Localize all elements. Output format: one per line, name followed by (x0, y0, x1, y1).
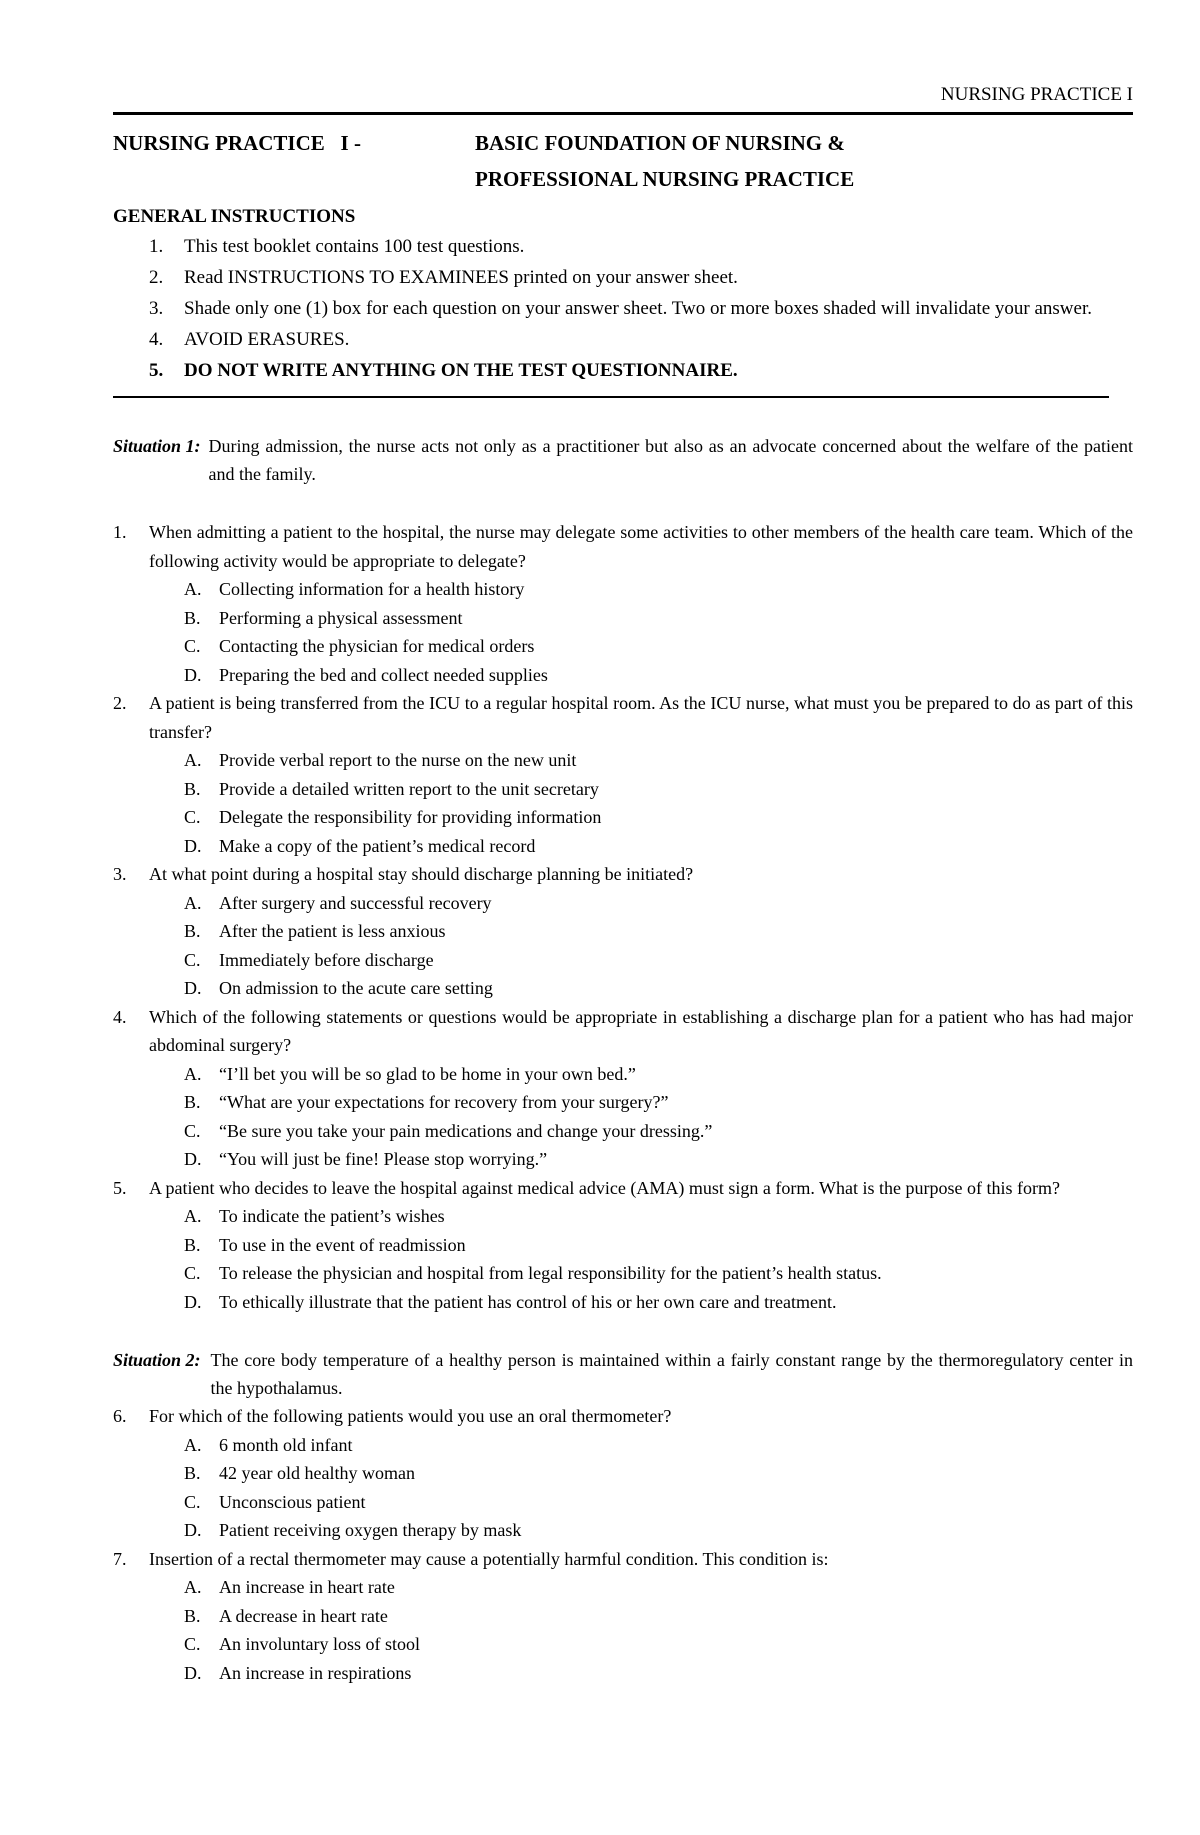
option-text: Immediately before discharge (219, 949, 434, 970)
answer-option (184, 1516, 1133, 1545)
option-letter: A. (184, 750, 202, 770)
answer-option (184, 575, 1133, 604)
option-text: Unconscious patient (219, 1491, 366, 1512)
document-page (113, 84, 1133, 1687)
option-letter: B. (184, 1092, 201, 1112)
option-letter: A. (184, 1577, 202, 1597)
option-letter: C. (184, 1120, 201, 1141)
option-text: Delegate the responsibility for providing information (219, 807, 602, 827)
running-header: NURSING PRACTICE I (940, 84, 1133, 105)
instruction-text: This test booklet contains 100 test questions. (184, 236, 525, 257)
answer-options (113, 1573, 1133, 1687)
question-number: 4. (113, 1006, 127, 1027)
question-number: 2. (113, 693, 127, 713)
question-text: At what point during a hospital stay should discharge planning be initiated? (149, 864, 694, 884)
answer-option (184, 974, 1133, 1003)
instruction-item (113, 324, 1133, 355)
option-text: After the patient is less anxious (219, 921, 446, 941)
option-letter: A. (184, 1206, 202, 1226)
answer-option (184, 1288, 1133, 1317)
instruction-item (113, 262, 1133, 293)
answer-options (113, 746, 1133, 860)
answer-option (184, 1117, 1133, 1146)
answer-option (184, 946, 1133, 975)
answer-option (184, 746, 1133, 775)
instruction-item (113, 293, 1133, 324)
section-divider (113, 396, 1109, 398)
question-number: 5. (113, 1177, 127, 1198)
question-number: 3. (113, 864, 127, 884)
answer-option (184, 1630, 1133, 1659)
question-stem (113, 518, 1133, 575)
answer-option (184, 832, 1133, 861)
option-text: Preparing the bed and collect needed supplies (219, 664, 548, 685)
option-letter: D. (184, 1520, 202, 1540)
answer-option (184, 1231, 1133, 1260)
option-text: Performing a physical assessment (219, 607, 463, 628)
title-left: NURSING PRACTICE I - (113, 131, 361, 155)
option-letter: A. (184, 579, 202, 599)
question-1 (113, 518, 1133, 689)
option-text: Patient receiving oxygen therapy by mask (219, 1520, 522, 1540)
question-6 (113, 1402, 1133, 1545)
answer-option (184, 1488, 1133, 1517)
question-text: A patient who decides to leave the hospital against medical advice (AMA) must sign a form. What is the purpose of this form? (149, 1177, 1060, 1198)
question-5 (113, 1174, 1133, 1317)
situation-text: The core body temperature of a healthy person is maintained within a fairly constant range by the thermoregulatory center in the hypothalamus. (210, 1350, 1133, 1398)
answer-option (184, 1145, 1133, 1174)
title-right-line2: PROFESSIONAL NURSING PRACTICE (475, 167, 855, 191)
option-letter: D. (184, 1662, 202, 1683)
option-text: To ethically illustrate that the patient has control of his or her own care and treatment. (219, 1291, 837, 1312)
option-letter: D. (184, 664, 202, 685)
option-text: An increase in heart rate (219, 1577, 395, 1597)
situation-label: Situation 1: (113, 436, 201, 456)
question-3 (113, 860, 1133, 1003)
option-text: 6 month old infant (219, 1434, 353, 1455)
answer-option (184, 1573, 1133, 1602)
question-2 (113, 689, 1133, 860)
title-right-line1: BASIC FOUNDATION OF NURSING & (475, 131, 845, 155)
option-text: “Be sure you take your pain medications and change your dressing.” (219, 1120, 713, 1141)
option-text: An involuntary loss of stool (219, 1634, 420, 1654)
answer-option (184, 1202, 1133, 1231)
instruction-number: 5. (149, 360, 164, 381)
option-letter: B. (184, 921, 201, 941)
answer-option (184, 1602, 1133, 1631)
option-letter: D. (184, 835, 202, 856)
question-stem (113, 689, 1133, 746)
header-rule (113, 112, 1133, 115)
option-text: “What are your expectations for recovery from your surgery?” (219, 1092, 669, 1112)
question-group-1 (113, 518, 1133, 1316)
option-letter: B. (184, 1605, 201, 1626)
question-number: 6. (113, 1406, 127, 1426)
option-text: To indicate the patient’s wishes (219, 1206, 445, 1226)
general-instructions-list (113, 231, 1133, 386)
instruction-number: 2. (149, 267, 164, 288)
instruction-text: Shade only one (1) box for each question on your answer sheet. Two or more boxes shaded will invalidate your answer. (184, 298, 1092, 319)
option-letter: C. (184, 1634, 201, 1654)
option-letter: A. (184, 892, 202, 913)
question-text: Insertion of a rectal thermometer may cause a potentially harmful condition. This condition is: (149, 1548, 829, 1569)
option-text: Contacting the physician for medical orders (219, 636, 535, 656)
option-letter: D. (184, 1291, 202, 1312)
question-text: For which of the following patients would you use an oral thermometer? (149, 1406, 672, 1426)
option-letter: C. (184, 1491, 201, 1512)
instruction-number: 4. (149, 329, 164, 350)
option-letter: D. (184, 1149, 202, 1169)
instruction-text: AVOID ERASURES. (184, 329, 350, 350)
answer-options (113, 889, 1133, 1003)
option-text: To use in the event of readmission (219, 1234, 466, 1255)
question-text: When admitting a patient to the hospital, the nurse may delegate some activities to other members of the health care team. Which of the following activity would be appropriate to delegate? (149, 522, 1133, 571)
option-letter: A. (184, 1063, 202, 1084)
option-letter: B. (184, 778, 201, 799)
question-stem (113, 1003, 1133, 1060)
option-letter: C. (184, 949, 201, 970)
answer-option (184, 775, 1133, 804)
option-text: Collecting information for a health history (219, 579, 525, 599)
instruction-text: DO NOT WRITE ANYTHING ON THE TEST QUESTIONNAIRE. (184, 360, 738, 381)
instruction-item (113, 355, 1133, 386)
option-letter: B. (184, 1234, 201, 1255)
answer-option (184, 803, 1133, 832)
option-letter: B. (184, 607, 201, 628)
answer-option (184, 1659, 1133, 1688)
situation-2 (113, 1346, 1133, 1402)
question-stem (113, 1174, 1133, 1203)
option-text: To release the physician and hospital from legal responsibility for the patient’s health status. (219, 1263, 882, 1283)
instruction-text: Read INSTRUCTIONS TO EXAMINEES printed on your answer sheet. (184, 267, 738, 288)
option-letter: C. (184, 1263, 201, 1283)
option-text: After surgery and successful recovery (219, 892, 492, 913)
instruction-item (113, 231, 1133, 262)
option-text: 42 year old healthy woman (219, 1463, 415, 1483)
question-text: A patient is being transferred from the ICU to a regular hospital room. As the ICU nurse, what must you be prepared to do as part of this transfer? (149, 693, 1133, 742)
answer-option (184, 661, 1133, 690)
question-stem (113, 1402, 1133, 1431)
option-text: A decrease in heart rate (219, 1605, 388, 1626)
option-letter: C. (184, 807, 201, 827)
situation-text: During admission, the nurse acts not only as a practitioner but also as an advocate concerned about the welfare of the patient and the family. (208, 436, 1133, 484)
title-right (475, 125, 1133, 197)
option-text: Provide verbal report to the nurse on the new unit (219, 750, 577, 770)
option-text: Make a copy of the patient’s medical record (219, 835, 536, 856)
option-letter: A. (184, 1434, 202, 1455)
question-text: Which of the following statements or questions would be appropriate in establishing a discharge plan for a patient who has had major abdominal surgery? (149, 1006, 1133, 1055)
question-7 (113, 1545, 1133, 1688)
general-instructions-heading: GENERAL INSTRUCTIONS (113, 206, 356, 227)
answer-options (113, 1202, 1133, 1316)
option-letter: C. (184, 636, 201, 656)
answer-option (184, 1060, 1133, 1089)
option-text: On admission to the acute care setting (219, 978, 493, 998)
answer-option (184, 1459, 1133, 1488)
instruction-number: 1. (149, 236, 164, 257)
answer-option (184, 889, 1133, 918)
answer-option (184, 1088, 1133, 1117)
instruction-number: 3. (149, 298, 164, 319)
question-stem (113, 860, 1133, 889)
answer-option (184, 1259, 1133, 1288)
question-group-2 (113, 1402, 1133, 1687)
option-text: Provide a detailed written report to the unit secretary (219, 778, 599, 799)
question-number: 7. (113, 1548, 127, 1569)
answer-option (184, 1431, 1133, 1460)
option-letter: D. (184, 978, 202, 998)
document-title (113, 125, 1133, 197)
option-letter: B. (184, 1463, 201, 1483)
option-text: An increase in respirations (219, 1662, 412, 1683)
option-text: “You will just be fine! Please stop worrying.” (219, 1149, 548, 1169)
situation-label: Situation 2: (113, 1350, 201, 1370)
option-text: “I’ll bet you will be so glad to be home in your own bed.” (219, 1063, 636, 1084)
question-number: 1. (113, 522, 127, 542)
answer-option (184, 604, 1133, 633)
answer-options (113, 1431, 1133, 1545)
question-4 (113, 1003, 1133, 1174)
situation-1 (113, 432, 1133, 488)
question-stem (113, 1545, 1133, 1574)
answer-options (113, 1060, 1133, 1174)
answer-options (113, 575, 1133, 689)
answer-option (184, 917, 1133, 946)
answer-option (184, 632, 1133, 661)
